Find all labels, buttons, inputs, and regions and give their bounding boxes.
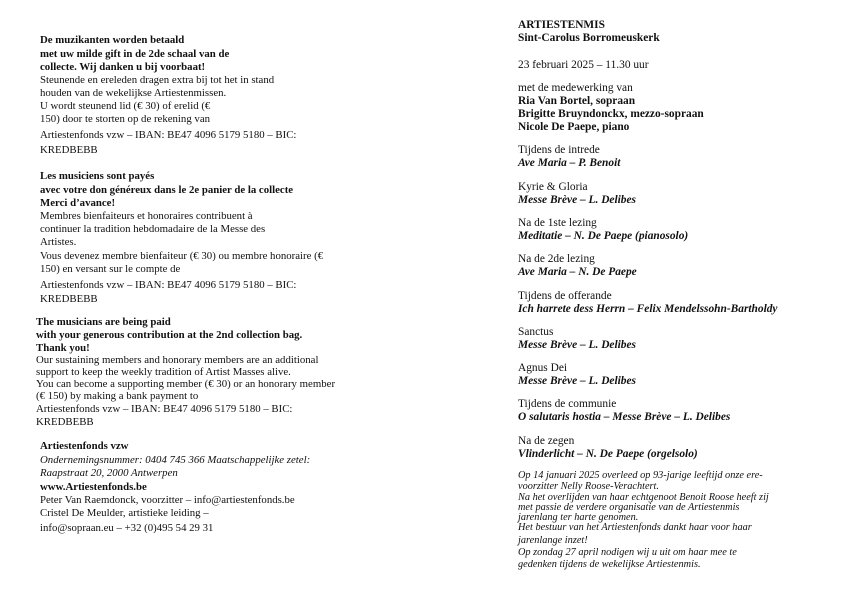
program-moment: Sanctus	[518, 326, 554, 338]
en-heading-1: The musicians are being paid	[36, 316, 171, 328]
en-text-line: You can become a supporting member (€ 30) or an honorary member	[36, 378, 336, 390]
program-piece: Vlinderlicht – N. De Paepe (orgelsolo)	[518, 448, 698, 460]
memorial-line: Na het overlijden van haar echtgenoot Benoit Roose heeft zij	[518, 492, 769, 503]
program-moment: Na de zegen	[518, 435, 575, 447]
program-piece: Messe Brève – L. Delibes	[518, 194, 636, 206]
fr-bank-line: Artiestenfonds vzw – IBAN: BE47 4096 5179 5180 – BIC:	[40, 279, 297, 291]
memorial-line: jarenlange inzet!	[518, 535, 588, 546]
church-name: Sint-Carolus Borromeuskerk	[518, 32, 660, 44]
fr-heading-1: Les musiciens sont payés	[40, 170, 155, 182]
fr-text-line: 150) en versant sur le compte de	[40, 263, 181, 275]
performer: Ria Van Bortel, sopraan	[518, 95, 636, 107]
org-website: www.Artiestenfonds.be	[40, 481, 147, 493]
program-piece: Messe Brève – L. Delibes	[518, 339, 636, 351]
en-bank-line: Artiestenfonds vzw – IBAN: BE47 4096 5179 5180 – BIC:	[36, 403, 293, 415]
fr-text-line: continuer la tradition hebdomadaire de la Messe des	[40, 223, 266, 235]
program-moment: Agnus Dei	[518, 362, 568, 374]
program-moment: Na de 1ste lezing	[518, 217, 597, 229]
nl-heading-3: collecte. Wij danken u bij voorbaat!	[40, 61, 206, 73]
performer: Nicole De Paepe, piano	[518, 121, 630, 133]
nl-text-line: 150) door te storten op de rekening van	[40, 113, 211, 125]
memorial-line: Op 14 januari 2025 overleed op 93-jarige leeftijd onze ere-	[518, 470, 763, 481]
program-moment: Na de 2de lezing	[518, 253, 595, 265]
with-label: met de medewerking van	[518, 82, 633, 94]
memorial-line: met passie de verdere organisatie van de Artiestenmis	[518, 502, 740, 513]
memorial-line: gedenken tijdens de wekelijkse Artiestenmis.	[518, 559, 701, 570]
program-moment: Tijdens de communie	[518, 398, 617, 410]
nl-text-line: houden van de wekelijkse Artiestenmissen.	[40, 87, 227, 99]
nl-text-line: U wordt steunend lid (€ 30) of erelid (€	[40, 100, 211, 112]
fr-text-line: Artistes.	[40, 236, 77, 248]
en-text-line: Our sustaining members and honorary members are an additional	[36, 354, 319, 366]
fr-bic: KREDBEBB	[40, 293, 98, 305]
performer: Brigitte Bruyndonckx, mezzo-sopraan	[518, 108, 704, 120]
memorial-line: Op zondag 27 april nodigen wij u uit om haar mee te	[518, 547, 737, 558]
en-text-line: (€ 150) by making a bank payment to	[36, 390, 199, 402]
fr-heading-3: Merci d’avance!	[40, 197, 116, 209]
org-registration: Ondernemingsnummer: 0404 745 366 Maatschappelijke zetel:	[40, 454, 311, 466]
program-moment: Tijdens de offerande	[518, 290, 612, 302]
program-piece: Messe Brève – L. Delibes	[518, 375, 636, 387]
memorial-line: voorzitter Nelly Roose-Verachtert.	[518, 481, 659, 492]
page-title: ARTIESTENMIS	[518, 19, 605, 31]
nl-text-line: Steunende en ereleden dragen extra bij tot het in stand	[40, 74, 275, 86]
org-contact: info@sopraan.eu – +32 (0)495 54 29 31	[40, 522, 214, 534]
nl-heading-2: met uw milde gift in de 2de schaal van de	[40, 48, 230, 60]
fr-heading-2: avec votre don généreux dans le 2e panier de la collecte	[40, 184, 294, 196]
nl-bank-line: Artiestenfonds vzw – IBAN: BE47 4096 5179 5180 – BIC:	[40, 129, 297, 141]
memorial-line: Het bestuur van het Artiestenfonds dankt haar voor haar	[518, 522, 752, 533]
en-text-line: support to keep the weekly tradition of Artist Masses alive.	[36, 366, 291, 378]
program-piece: Meditatie – N. De Paepe (pianosolo)	[518, 230, 689, 242]
org-chairman: Peter Van Raemdonck, voorzitter – info@artiestenfonds.be	[40, 494, 295, 506]
nl-bic: KREDBEBB	[40, 144, 98, 156]
org-address: Raapstraat 20, 2000 Antwerpen	[40, 467, 178, 479]
program-piece: Ave Maria – P. Benoit	[518, 157, 621, 169]
org-artistic-lead: Cristel De Meulder, artistieke leiding –	[40, 507, 209, 519]
en-heading-3: Thank you!	[36, 342, 90, 354]
en-bic: KREDBEBB	[36, 416, 94, 428]
event-date: 23 februari 2025 – 11.30 uur	[518, 59, 649, 71]
org-name: Artiestenfonds vzw	[40, 440, 129, 452]
memorial-line: jarenlang ter harte genomen.	[518, 512, 639, 523]
program-moment: Tijdens de intrede	[518, 144, 600, 156]
nl-heading-1: De muzikanten worden betaald	[40, 34, 185, 46]
fr-text-line: Membres bienfaiteurs et honoraires contribuent à	[40, 210, 253, 222]
en-heading-2: with your generous contribution at the 2nd collection bag.	[36, 329, 303, 341]
program-piece: Ich harrete dess Herrn – Felix Mendelssohn-Bartholdy	[518, 303, 778, 315]
program-piece: O salutaris hostia – Messe Brève – L. Delibes	[518, 411, 731, 423]
program-piece: Ave Maria – N. De Paepe	[518, 266, 637, 278]
fr-text-line: Vous devenez membre bienfaiteur (€ 30) ou membre honoraire (€	[40, 250, 324, 262]
program-moment: Kyrie & Gloria	[518, 181, 588, 193]
